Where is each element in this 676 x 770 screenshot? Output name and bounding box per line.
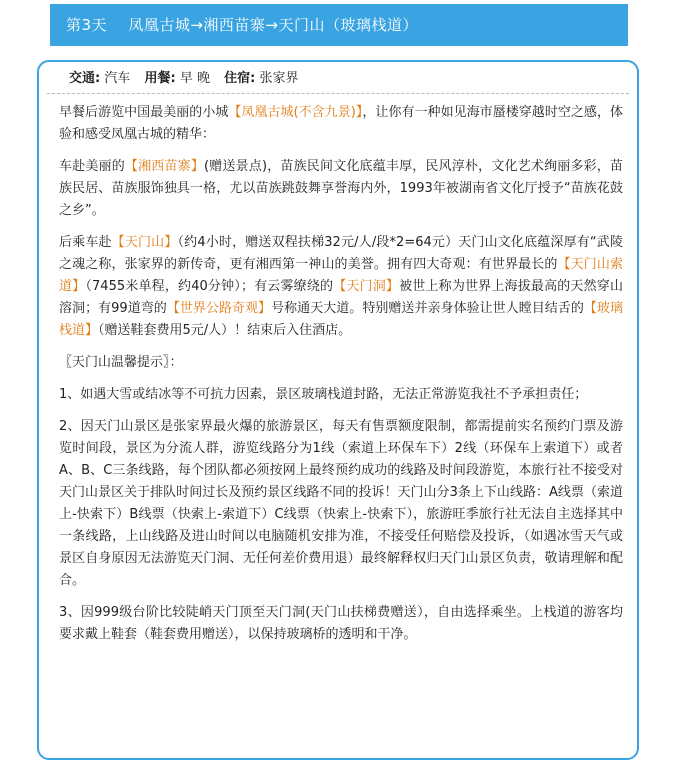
highlight-cableway: 【天门山索道】: [59, 257, 623, 294]
info-divider: [47, 93, 629, 94]
transport-key: 交通:: [69, 71, 101, 86]
tips-title: 〖天门山温馨提示〗：: [59, 355, 183, 370]
paragraph-tianmenshan: [59, 232, 623, 342]
itinerary-panel: [37, 60, 639, 760]
stay-value: 张家界: [259, 71, 299, 86]
text: （赠送鞋套费用5元/人）！结束后入住酒店。: [98, 323, 352, 338]
transport-value: 汽车: [104, 71, 131, 86]
route-title: 凤凰古城→湘西苗寨→天门山（玻璃栈道）: [128, 16, 418, 34]
text: 后乘车赴: [59, 235, 112, 250]
meals-key: 用餐:: [144, 71, 176, 86]
text: 号称通天大道。特别赠送并亲身体验让世人瞠目结舌的: [271, 301, 584, 316]
text: （约4小时，赠送双程扶梯32元/人/段*2=64元）天门山文化底蕴深厚有“武陵之魂之称，张家界的新传奇，更有湘西第一神山的美誉。拥有四大奇观：有世界最长的: [59, 235, 623, 272]
text: 被世上称为世界上海拔最高的天然穿山溶洞；有99道弯的: [59, 279, 623, 316]
highlight-fenghuang: 【凤凰古城(不含九景)】: [228, 105, 363, 120]
text: 早餐后游览中国最美丽的小城: [59, 105, 229, 120]
highlight-tianmen-cave: 【天门洞】: [333, 279, 400, 294]
highlight-miaozhai: 【湘西苗寨】: [124, 159, 205, 174]
itinerary-body: [59, 102, 623, 656]
meals-value: 早 晚: [179, 71, 210, 86]
day-label: 第3天: [66, 16, 108, 34]
tip-item: 2、因天门山景区是张家界最火爆的旅游景区，每天有售票额度限制，都需提前实名预约门票及游览时间段，景区为分流人群，游览线路分为1线（索道上环保车下）2线（环保车上索道下）或者A、B、C三条线路，每个团队都必须按网上最终预约成功的线路及时间段游览，本旅行社不接受对天门山景区关于排队时间过长及预约景区线路不同的投诉！天门山分3条上下山线路：A线票（索道上-快索下）B线票（快索上-索道下）C线票（快索上-快索下），旅游旺季旅行社无法自主选择其中一条线路，上山线路及进山时间以电脑随机安排为准，不接受任何赔偿及投诉，（如遇冰雪天气或景区自身原因无法游览天门洞、无任何差价费用退）最终解释权归天门山景区负责，敬请理解和配合。: [59, 419, 623, 588]
tip-item: 1、如遇大雪或结冰等不可抗力因素，景区玻璃栈道封路，无法正常游览我社不予承担责任；: [59, 387, 588, 402]
text: ，让你有一种如见海市蜃楼穿越时空之感，体验和感受凤凰古城的精华：: [59, 105, 623, 142]
day-header: [50, 4, 628, 46]
stay-key: 住宿:: [224, 71, 256, 86]
text: （7455米单程，约40分钟）；有云雾缭绕的: [85, 279, 334, 294]
text: (赠送景点)，苗族民间文化底蕴丰厚，民风淳朴，文化艺术绚丽多彩，苗族民居、苗族服饰独具一格，尤以苗族跳鼓舞享誉海内外，1993年被湖南省文化厅授予“苗族花鼓之乡”。: [59, 159, 623, 218]
trip-info-row: [69, 70, 308, 88]
paragraph-fenghuang: [59, 102, 623, 146]
text: 车赴美丽的: [59, 159, 125, 174]
tip-item: 3、因999级台阶比较陡峭天门顶至天门洞(天门山扶梯费赠送），自由选择乘坐。上栈道的游客均要求戴上鞋套（鞋套费用赠送），以保持玻璃桥的透明和干净。: [59, 605, 623, 642]
highlight-tianmenshan: 【天门山】: [111, 235, 178, 250]
paragraph-miaozhai: [59, 156, 623, 222]
highlight-road-wonder: 【世界公路奇观】: [166, 301, 272, 316]
highlight-glass-walkway: 【玻璃栈道】: [59, 301, 623, 338]
